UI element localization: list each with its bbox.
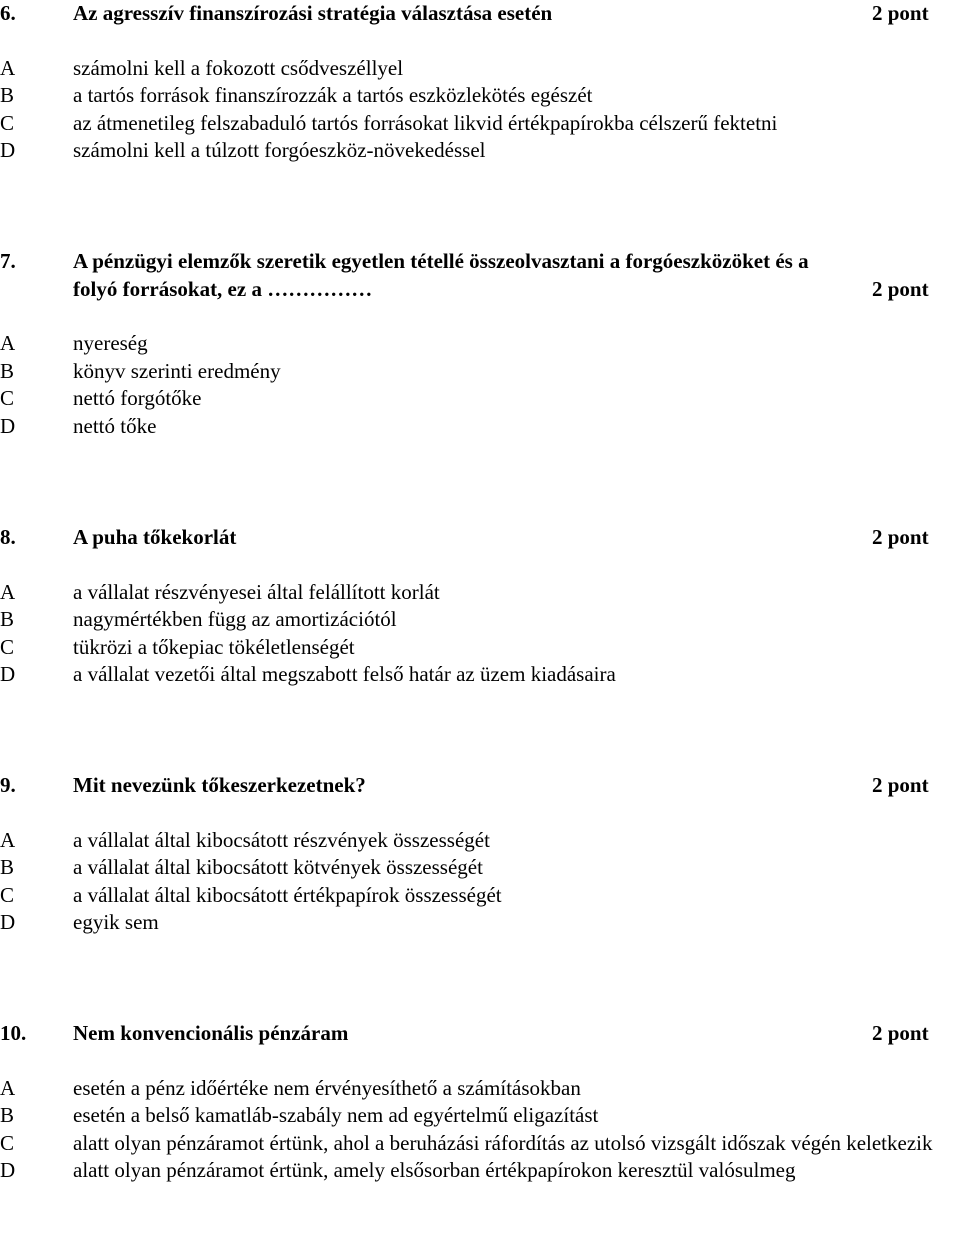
answer-option-c [0, 882, 960, 910]
answer-option-b [0, 606, 960, 634]
question-points: 2 pont [872, 1, 929, 25]
option-text: esetén a pénz időértéke nem érvényesíthető a számításokban [73, 1075, 581, 1100]
answer-option-a [0, 579, 960, 607]
answer-option-a [0, 330, 960, 358]
option-text: könyv szerinti eredmény [73, 358, 281, 383]
question-header [0, 1020, 960, 1048]
option-letter: C [0, 634, 15, 659]
option-letter: A [0, 331, 16, 355]
option-text: nagymértékben függ az amortizációtól [73, 607, 397, 631]
question-title: Az agresszív finanszírozási stratégia választása esetén [73, 1, 553, 25]
option-text: alatt olyan pénzáramot értünk, ahol a beruházási ráfordítás az utolsó vizsgált időszak végén keletkezik [73, 1130, 933, 1155]
option-text: nettó tőke [73, 413, 157, 438]
option-letter: B [0, 607, 15, 631]
option-text: nyereség [73, 331, 148, 355]
option-text: egyik sem [73, 910, 159, 934]
option-letter: C [0, 882, 15, 907]
option-text: a vállalat részvényesei által felállított korlát [73, 579, 440, 604]
option-letter: A [0, 1075, 16, 1100]
option-letter: B [0, 83, 15, 107]
answer-options [0, 330, 960, 440]
answer-option-d [0, 661, 960, 689]
option-letter: A [0, 55, 16, 80]
answer-options [0, 827, 960, 937]
question-header [0, 0, 960, 28]
question-title: Mit nevezünk tőkeszerkezetnek? [73, 773, 366, 797]
option-text: a vállalat által kibocsátott kötvények összességét [73, 855, 483, 879]
option-text: esetén a belső kamatláb-szabály nem ad egyértelmű eligazítást [73, 1103, 599, 1127]
question-points: 2 pont [872, 525, 929, 549]
answer-option-d [0, 909, 960, 937]
option-text: számolni kell a fokozott csődveszéllyel [73, 55, 404, 80]
option-letter: A [0, 579, 16, 604]
option-text: nettó forgótőke [73, 386, 202, 410]
answer-option-a [0, 827, 960, 855]
question-points: 2 pont [872, 276, 929, 301]
question-6 [0, 0, 960, 165]
answer-option-b [0, 82, 960, 110]
option-letter: D [0, 138, 16, 162]
answer-option-b [0, 1102, 960, 1130]
question-header [0, 248, 960, 303]
option-text: a vállalat vezetői által megszabott felső határ az üzem kiadásaira [73, 662, 616, 686]
answer-option-d [0, 413, 960, 441]
option-text: az átmenetileg felszabaduló tartós forrásokat likvid értékpapírokba célszerű fektetni [73, 110, 778, 135]
question-title: A puha tőkekorlát [73, 525, 237, 549]
question-title [73, 248, 872, 303]
answer-options [0, 55, 960, 165]
question-points: 2 pont [872, 1021, 929, 1045]
option-letter: B [0, 1103, 15, 1127]
option-letter: B [0, 855, 15, 879]
answer-option-b [0, 854, 960, 882]
option-letter: C [0, 1130, 15, 1155]
answer-option-c [0, 385, 960, 413]
question-10 [0, 1020, 960, 1185]
answer-option-c [0, 110, 960, 138]
question-number: 9. [0, 773, 16, 797]
option-text: a vállalat által kibocsátott részvények összességét [73, 827, 490, 852]
option-text: a vállalat által kibocsátott értékpapírok összességét [73, 882, 502, 907]
answer-options [0, 579, 960, 689]
question-number: 10. [0, 1021, 27, 1045]
option-text: tükrözi a tőkepiac tökéletlenségét [73, 634, 355, 659]
option-text: alatt olyan pénzáramot értünk, amely elsősorban értékpapírokon keresztül valósulmeg [73, 1158, 796, 1182]
question-header [0, 524, 960, 552]
question-title: Nem konvencionális pénzáram [73, 1021, 349, 1045]
option-letter: D [0, 662, 16, 686]
question-title-line-1: A pénzügyi elemzők szeretik egyetlen tétellé összeolvasztani a forgóeszközöket és a [73, 249, 809, 273]
option-text: számolni kell a túlzott forgóeszköz-növekedéssel [73, 138, 486, 162]
answer-options [0, 1075, 960, 1185]
option-letter: C [0, 110, 15, 135]
question-header [0, 772, 960, 800]
option-letter: D [0, 413, 16, 438]
answer-option-c [0, 634, 960, 662]
question-points: 2 pont [872, 773, 929, 797]
option-letter: D [0, 910, 16, 934]
option-letter: D [0, 1158, 16, 1182]
question-title-line-2: folyó forrásokat, ez a …………… [73, 276, 373, 301]
option-letter: B [0, 358, 15, 383]
question-number: 8. [0, 525, 16, 549]
answer-option-c [0, 1130, 960, 1158]
question-number: 6. [0, 1, 16, 25]
question-7 [0, 248, 960, 440]
question-9 [0, 772, 960, 937]
answer-option-a [0, 1075, 960, 1103]
answer-option-b [0, 358, 960, 386]
question-number: 7. [0, 249, 16, 273]
answer-option-a [0, 55, 960, 83]
option-letter: C [0, 386, 15, 410]
option-letter: A [0, 827, 16, 852]
answer-option-d [0, 1157, 960, 1185]
answer-option-d [0, 137, 960, 165]
option-text: a tartós források finanszírozzák a tartós eszközlekötés egészét [73, 83, 593, 107]
question-8 [0, 524, 960, 689]
